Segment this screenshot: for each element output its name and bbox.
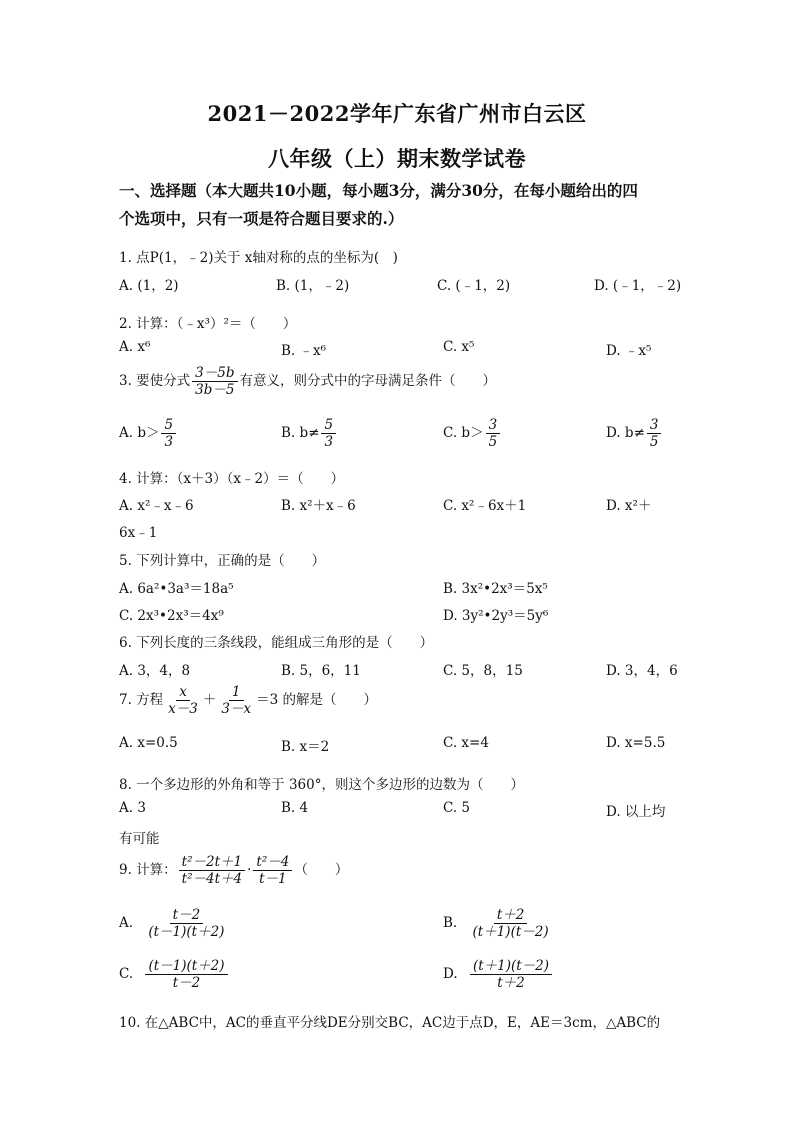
question-5-option-a: A. 6a²•3a³＝18a⁵: [119, 581, 234, 597]
question-7-stem-post: ＝3 的解是（ ）: [256, 692, 377, 709]
multiply-dot: ·: [247, 862, 252, 879]
question-2-stem: 2. 计算：（﹣x³）²＝（ ）: [119, 316, 297, 332]
question-2-option-b: B. ﹣x⁶: [281, 343, 327, 359]
question-1-option-c: C. (﹣1，2): [437, 278, 511, 294]
question-9-option-c: [119, 959, 230, 990]
fraction-numerator: t²－2t＋1: [179, 855, 245, 871]
fraction-numerator: t＋2: [494, 908, 528, 924]
fraction-denominator: t－2: [172, 975, 201, 992]
fraction-denominator: x－3: [168, 701, 198, 718]
fraction-numerator: (t－1)(t＋2): [145, 959, 227, 975]
fraction-denominator: 5: [649, 434, 659, 451]
fraction-numerator: 3－5b: [192, 366, 237, 382]
question-1-option-d: D. (﹣1，﹣2): [594, 278, 682, 294]
fraction-denominator: t＋2: [497, 975, 525, 992]
fraction-numerator: x: [176, 685, 190, 701]
fraction-numerator: 5: [161, 418, 176, 434]
question-9-option-d: [443, 959, 554, 990]
exam-title-line2: 八年级（上）期末数学试卷: [268, 146, 526, 171]
question-1-stem: 1. 点P(1，﹣2)关于 x轴对称的点的坐标为( ): [119, 250, 398, 266]
question-1-option-a: A. (1，2): [119, 278, 179, 294]
section-heading: [119, 177, 679, 233]
fraction-denominator: 5: [488, 434, 498, 451]
question-3-option-c: [443, 418, 502, 449]
section-heading-line2: 个选项中，只有一项是符合题目要求的.）: [119, 209, 404, 228]
question-9-option-a: [119, 908, 229, 939]
question-2-option-d: D. ﹣x⁵: [606, 343, 652, 359]
fraction-numerator: 1: [229, 685, 244, 701]
question-10-stem: 10. 在△ABC中，AC的垂直平分线DE分别交BC，AC边于点D，E，AE＝3cm，△ABC的: [119, 1015, 661, 1031]
question-6-option-c: C. 5，8，15: [443, 663, 523, 679]
option-label: B.: [443, 915, 458, 932]
fraction-numerator: 5: [321, 418, 336, 434]
question-4-option-b: B. x²＋x﹣6: [281, 498, 356, 514]
question-8-stem: 8. 一个多边形的外角和等于 360°，则这个多边形的边数为（ ）: [119, 777, 524, 793]
question-9-option-b: [443, 908, 554, 939]
option-label: D. b≠: [606, 425, 645, 442]
fraction-denominator: 3: [324, 434, 334, 451]
option-label: D.: [443, 966, 458, 983]
exam-title-line1: 2021－2022学年广东省广州市白云区: [207, 101, 587, 126]
question-4-option-a: A. x²﹣x﹣6: [119, 498, 194, 514]
fraction-numerator: 3: [647, 418, 662, 434]
question-9-stem-pre: 9. 计算：: [119, 862, 177, 879]
question-8-option-c: C. 5: [443, 800, 471, 816]
question-2-option-c: C. x⁵: [443, 339, 475, 355]
fraction-numerator: t²－4: [253, 855, 292, 871]
question-6-stem: 6. 下列长度的三条线段，能组成三角形的是（ ）: [119, 635, 434, 651]
question-5-option-c: C. 2x³•2x³＝4x⁹: [119, 608, 224, 624]
question-4-option-c: C. x²﹣6x＋1: [443, 498, 527, 514]
fraction-numerator: 3: [486, 418, 501, 434]
question-6-option-a: A. 3，4，8: [119, 663, 191, 679]
fraction-numerator: (t＋1)(t－2): [470, 959, 552, 975]
question-4-stem: 4. 计算：（x＋3）（x﹣2）＝（ ）: [119, 471, 345, 487]
question-8-option-b: B. 4: [281, 800, 309, 816]
question-8-option-d: D. 以上均: [606, 804, 666, 820]
question-2-option-a: A. x⁶: [119, 339, 151, 355]
question-7-option-c: C. x=4: [443, 735, 489, 751]
option-label: C. b＞: [443, 425, 484, 442]
fraction-denominator: t－1: [259, 871, 287, 888]
question-3-stem-pre: 3. 要使分式: [119, 373, 191, 390]
question-6-option-d: D. 3，4，6: [606, 663, 678, 679]
question-3-stem: [119, 366, 496, 397]
fraction-numerator: t－2: [170, 908, 204, 924]
question-3-option-a: [119, 418, 178, 449]
question-3-option-d: [606, 418, 663, 449]
question-5-option-b: B. 3x²•2x³＝5x⁵: [443, 581, 548, 597]
question-4-option-d: D. x²＋: [606, 498, 652, 514]
fraction-denominator: 3－x: [221, 701, 252, 718]
question-5-stem: 5. 下列计算中，正确的是（ ）: [119, 553, 326, 569]
question-9-stem-post: （ ）: [294, 862, 349, 879]
option-label: C.: [119, 966, 134, 983]
question-7-option-a: A. x=0.5: [119, 735, 178, 751]
question-8-option-d-wrap: 有可能: [119, 831, 160, 847]
fraction-denominator: (t－1)(t＋2): [148, 924, 225, 941]
question-7-option-d: D. x=5.5: [606, 735, 666, 751]
fraction-denominator: t²－4t＋4: [181, 871, 243, 888]
question-1-option-b: B. (1，﹣2): [276, 278, 350, 294]
option-label: A.: [119, 915, 134, 932]
question-7-option-b: B. x＝2: [281, 739, 330, 755]
question-8-option-a: A. 3: [119, 800, 146, 816]
fraction-denominator: (t＋1)(t－2): [472, 924, 549, 941]
question-3-fraction: [192, 366, 237, 397]
option-label: B. b≠: [281, 425, 320, 442]
question-6-option-b: B. 5，6，11: [281, 663, 361, 679]
question-3-option-b: [281, 418, 338, 449]
section-heading-line1: 一、选择题（本大题共10小题，每小题3分，满分30分，在每小题给出的四: [119, 181, 638, 200]
question-9-stem: [119, 855, 348, 886]
question-3-stem-post: 有意义，则分式中的字母满足条件（ ）: [239, 373, 496, 390]
plus-sign: ＋: [202, 692, 217, 709]
question-7-stem: [119, 685, 377, 716]
fraction-denominator: 3b－5: [195, 382, 235, 399]
question-7-stem-pre: 7. 方程: [119, 692, 164, 709]
question-5-option-d: D. 3y²•2y³＝5y⁶: [443, 608, 549, 624]
fraction-denominator: 3: [164, 434, 174, 451]
question-4-option-d-wrap: 6x﹣1: [119, 525, 158, 541]
option-label: A. b＞: [119, 425, 160, 442]
